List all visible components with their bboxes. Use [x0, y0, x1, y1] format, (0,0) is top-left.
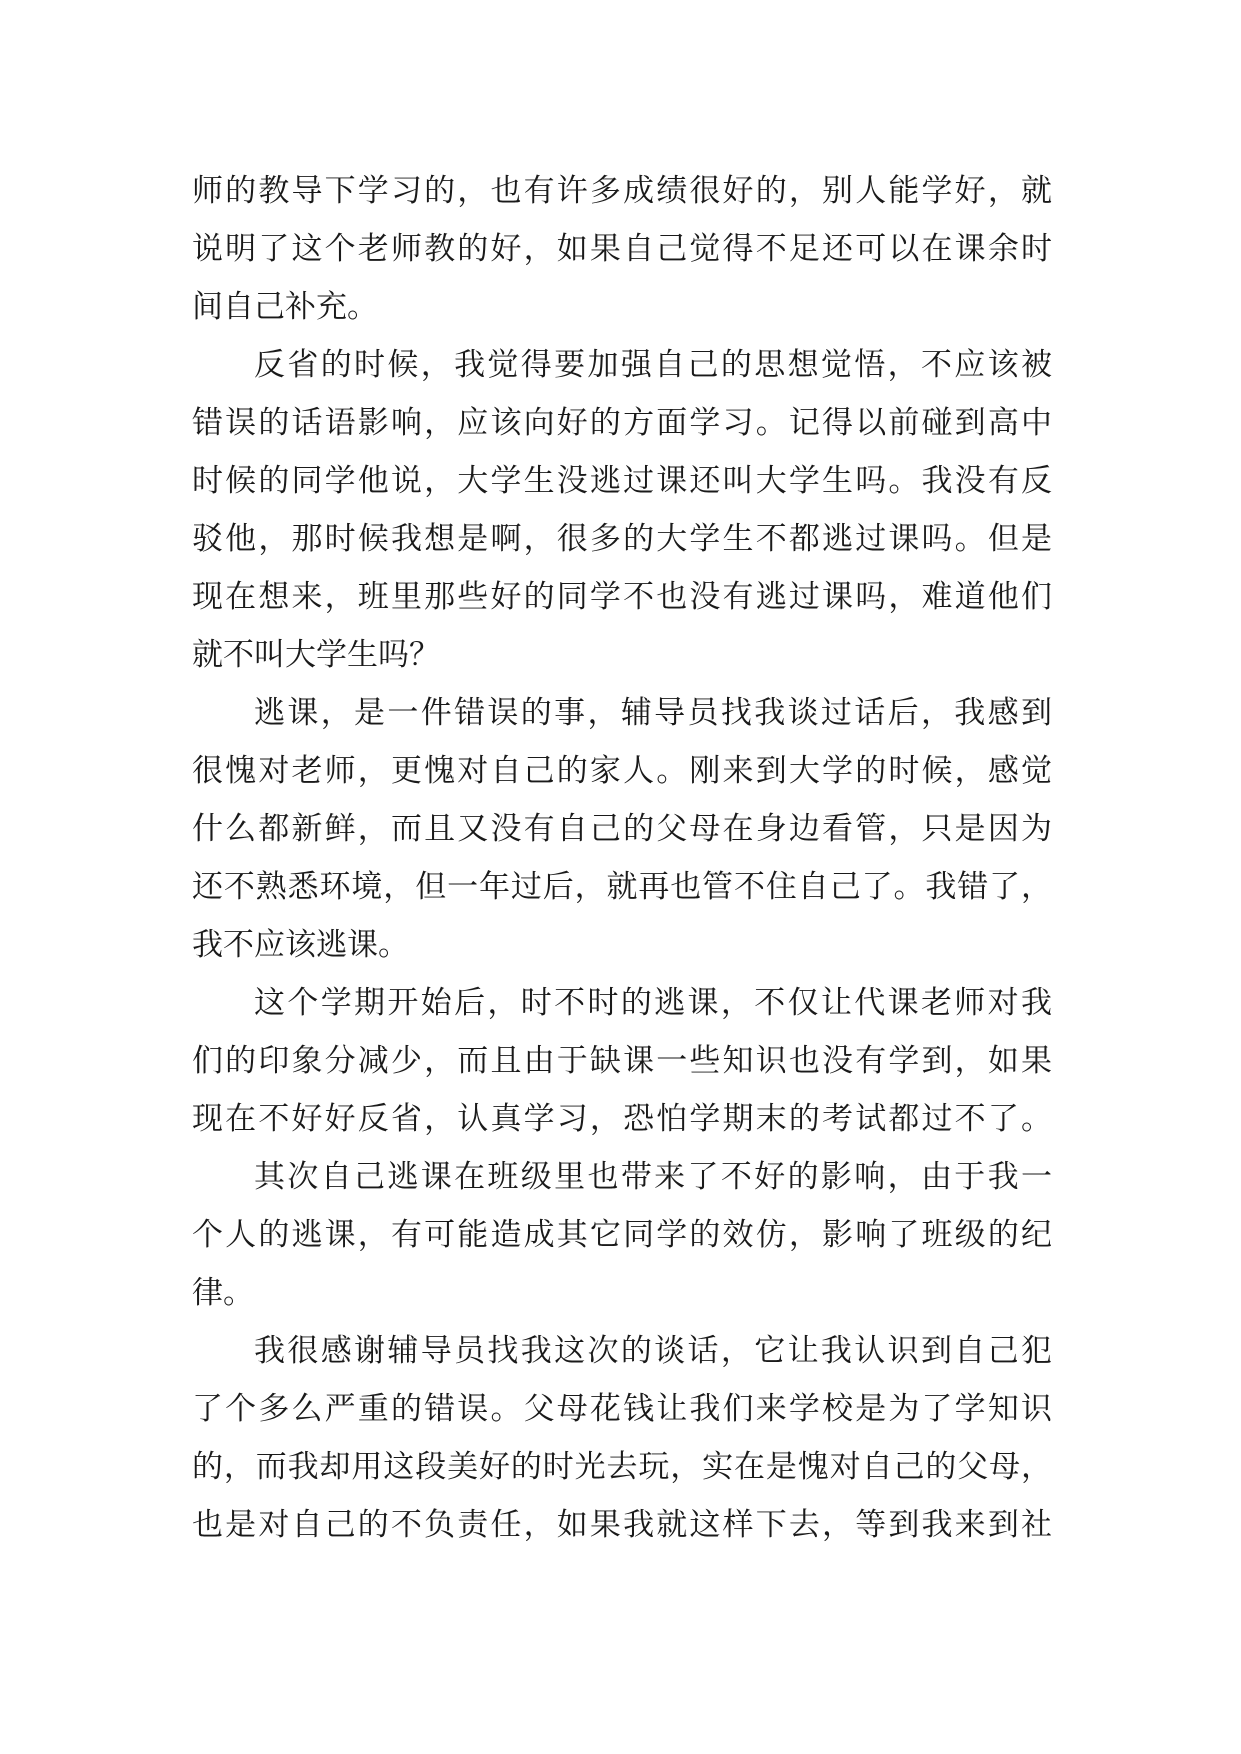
paragraph-1-line-2: 说明了这个老师教的好，如果自己觉得不足还可以在课余时 — [192, 231, 1052, 267]
paragraph-1-line-1: 师的教导下学习的，也有许多成绩很好的，别人能学好，就 — [192, 173, 1052, 209]
paragraph-2-line-3: 时候的同学他说，大学生没逃过课还叫大学生吗。我没有反 — [192, 463, 1052, 499]
paragraph-1-line-3: 间自己补充。 — [192, 289, 378, 325]
paragraph-2-line-5: 现在想来，班里那些好的同学不也没有逃过课吗，难道他们 — [192, 579, 1052, 615]
paragraph-5-line-1: 其次自己逃课在班级里也带来了不好的影响，由于我一 — [254, 1159, 1052, 1195]
paragraph-2-line-1: 反省的时候，我觉得要加强自己的思想觉悟，不应该被 — [254, 347, 1052, 383]
paragraph-2-line-4: 驳他，那时候我想是啊，很多的大学生不都逃过课吗。但是 — [192, 521, 1052, 557]
paragraph-4-line-3: 现在不好好反省，认真学习，恐怕学期末的考试都过不了。 — [192, 1101, 1052, 1137]
paragraph-3-line-5: 我不应该逃课。 — [192, 927, 409, 963]
paragraph-5-line-3: 律。 — [192, 1275, 254, 1311]
paragraph-6-line-4: 也是对自己的不负责任，如果我就这样下去，等到我来到社 — [192, 1507, 1052, 1543]
paragraph-3-line-1: 逃课，是一件错误的事，辅导员找我谈过话后，我感到 — [254, 695, 1052, 731]
paragraph-3-line-3: 什么都新鲜，而且又没有自己的父母在身边看管，只是因为 — [192, 811, 1052, 847]
paragraph-4-line-1: 这个学期开始后，时不时的逃课，不仅让代课老师对我 — [254, 985, 1052, 1021]
paragraph-6-line-2: 了个多么严重的错误。父母花钱让我们来学校是为了学知识 — [192, 1391, 1052, 1427]
paragraph-2-line-6: 就不叫大学生吗？ — [192, 637, 440, 673]
paragraph-5-line-2: 个人的逃课，有可能造成其它同学的效仿，影响了班级的纪 — [192, 1217, 1052, 1253]
paragraph-3-line-2: 很愧对老师，更愧对自己的家人。刚来到大学的时候，感觉 — [192, 753, 1052, 789]
paragraph-4-line-2: 们的印象分减少，而且由于缺课一些知识也没有学到，如果 — [192, 1043, 1052, 1079]
paragraph-2-line-2: 错误的话语影响，应该向好的方面学习。记得以前碰到高中 — [192, 405, 1052, 441]
paragraph-6-line-3: 的，而我却用这段美好的时光去玩，实在是愧对自己的父母， — [192, 1449, 1052, 1485]
paragraph-3-line-4: 还不熟悉环境，但一年过后，就再也管不住自己了。我错了， — [192, 869, 1052, 905]
paragraph-6-line-1: 我很感谢辅导员找我这次的谈话，它让我认识到自己犯 — [254, 1333, 1052, 1369]
